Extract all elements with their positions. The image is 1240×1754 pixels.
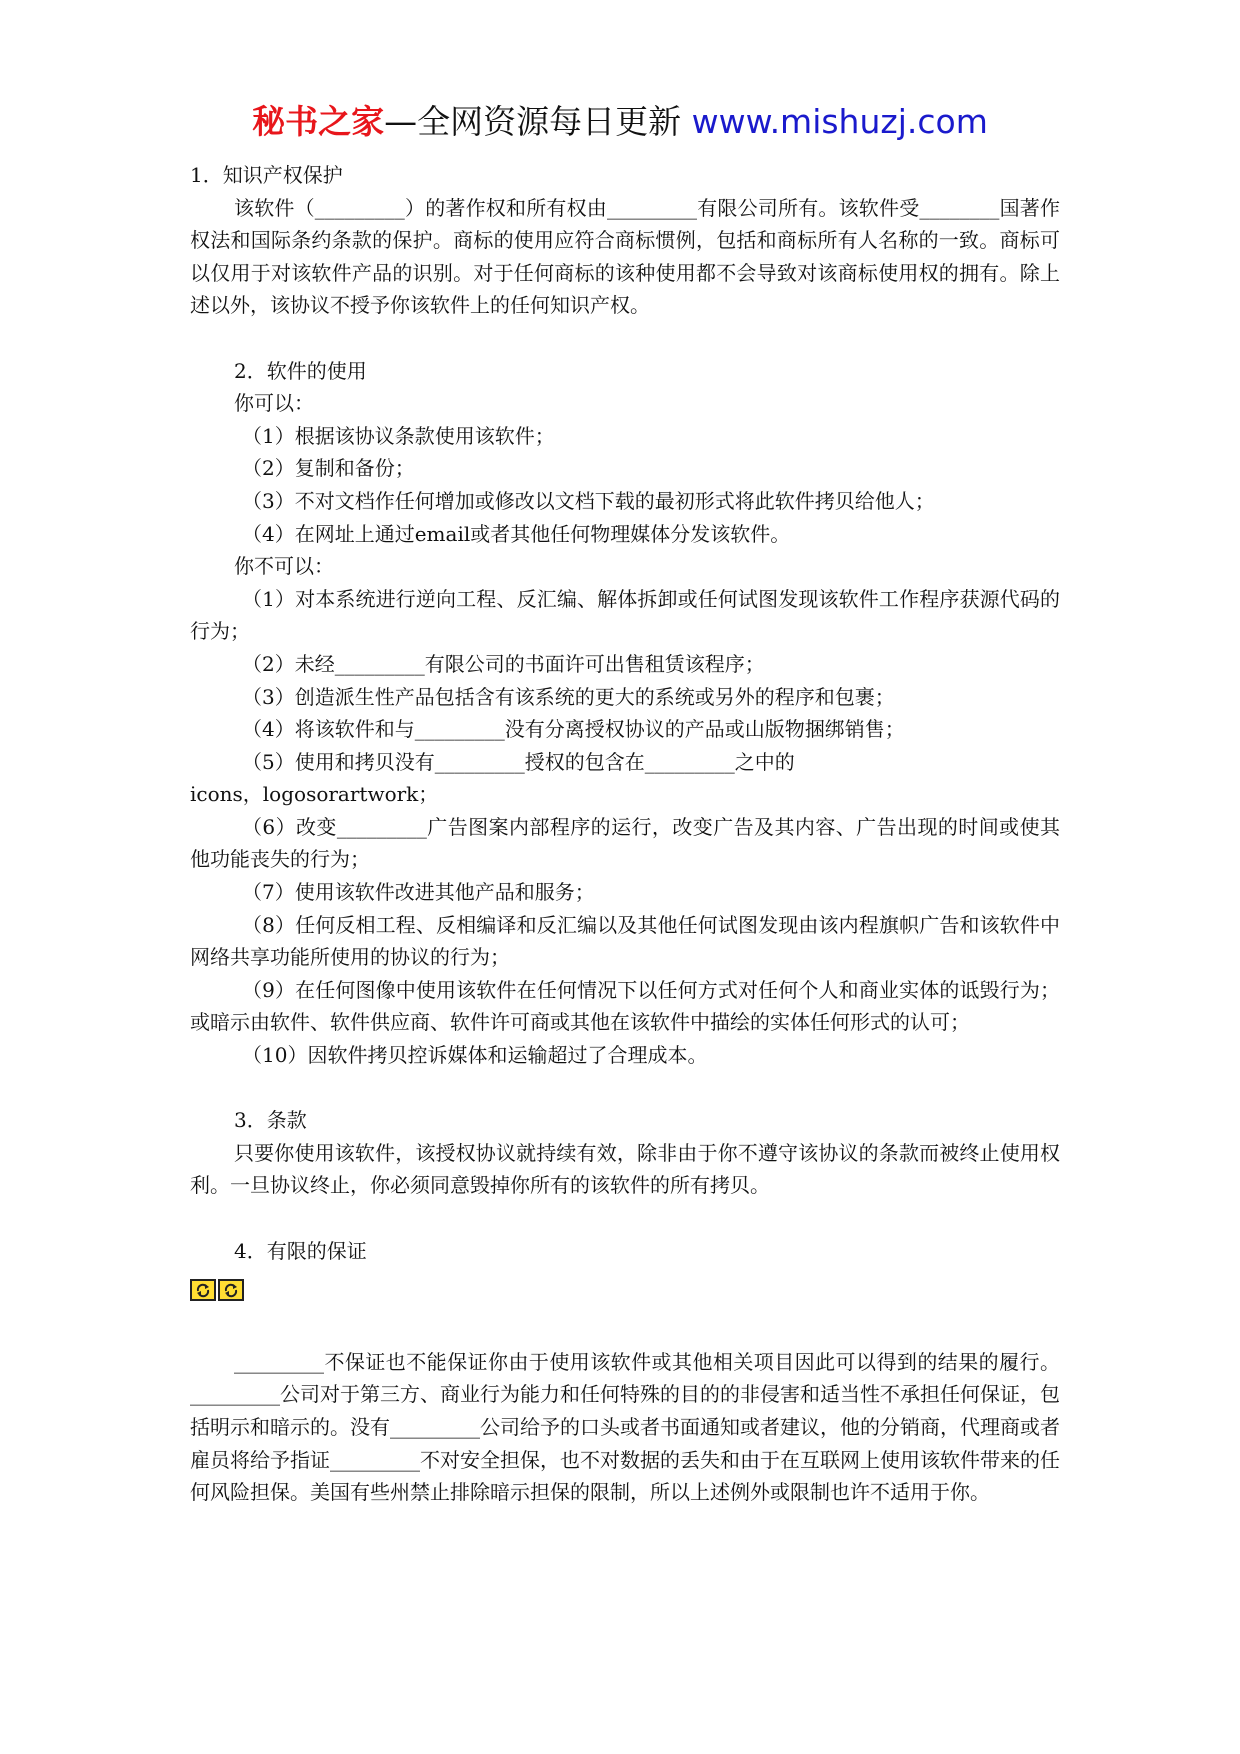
cannot-heading: 你不可以： [234, 554, 334, 579]
section-2-title: 2．软件的使用 [234, 358, 367, 383]
cannot-item-8: （8）任何反相工程、反相编译和反汇编以及其他任何试图发现由该内程旗帜广告和该软件中网络共享功能所使用的协议的行为； [190, 912, 1060, 970]
cannot-item-10: （10）因软件拷贝控诉媒体和运输超过了合理成本。 [242, 1043, 708, 1068]
cannot-item-3: （3）创造派生性产品包括含有该系统的更大的系统或另外的程序和包裹； [242, 684, 895, 709]
section-3-body: 只要你使用该软件，该授权协议就持续有效，除非由于你不遵守该协议的条款而被终止使用权利。一旦协议终止，你必须同意毁掉你所有的该软件的所有拷贝。 [190, 1140, 1060, 1198]
can-heading: 你可以： [234, 391, 314, 416]
spacer [190, 1313, 1060, 1346]
can-item-4: （4）在网址上通过email或者其他任何物理媒体分发该软件。 [242, 521, 791, 546]
cannot-item-2: （2）未经_________有限公司的书面许可出售租赁该程序； [242, 651, 765, 676]
site-slogan: —全网资源每日更新 [384, 102, 692, 141]
cannot-item-1: （1）对本系统进行逆向工程、反汇编、解体拆卸或任何试图发现该软件工作程序获源代码的行为； [190, 586, 1060, 644]
cannot-item-7: （7）使用该软件改进其他产品和服务； [242, 880, 595, 905]
section-4-body: _________不保证也不能保证你由于使用该软件或其他相关项目因此可以得到的结果的履行。_________公司对于第三方、商业行为能力和任何特殊的目的的非侵害和适当性不承担任何保证，包括明示和暗示的。没有_________公司给予的口头或者书面通知或者建议，他的分销商，代理商或者雇员将给予指证_________不对安全担保，也不对数据的丢失和由于在互联网上使用该软件带来的任何风险担保。美国有些州禁止排除暗示担保的限制，所以上述例外或限制也许不适用于你。 [190, 1349, 1060, 1505]
site-url-link[interactable]: www.mishuzj.com [691, 102, 988, 141]
spacer [190, 1072, 1060, 1105]
cannot-item-6: （6）改变_________广告图案内部程序的运行，改变广告及其内容、广告出现的时间或使其他功能丧失的行为； [190, 814, 1060, 872]
can-item-3: （3）不对文档作任何增加或修改以文档下载的最初形式将此软件拷贝给他人； [242, 488, 935, 513]
site-brand: 秘书之家 [252, 102, 385, 141]
can-item-1: （1）根据该协议条款使用该软件； [242, 423, 555, 448]
spacer [190, 1202, 1060, 1235]
embedded-icons [190, 1275, 1060, 1305]
section-1-body: 该软件（_________）的著作权和所有权由_________有限公司所有。该软件受________国著作权法和国际条约条款的保护。商标的使用应符合商标惯例，包括和商标所有人名称的一致。商标可以仅用于对该软件产品的识别。对于任何商标的该种使用都不会导致对该商标使用权的拥有。除上述以外，该协议不授予你该软件上的任何知识产权。 [190, 195, 1060, 318]
site-header [0, 100, 1240, 144]
document-body [190, 159, 1060, 1509]
cannot-item-5-continued: icons，logosorartwork； [190, 782, 439, 807]
refresh-icon[interactable] [190, 1279, 216, 1301]
refresh-icon[interactable] [218, 1279, 244, 1301]
section-4-title: 4．有限的保证 [234, 1238, 367, 1263]
spacer [190, 322, 1060, 355]
cannot-item-4: （4）将该软件和与_________没有分离授权协议的产品或山版物捆绑销售； [242, 717, 905, 742]
can-item-2: （2）复制和备份； [242, 456, 415, 481]
cannot-item-9: （9）在任何图像中使用该软件在任何情况下以任何方式对任何个人和商业实体的诋毁行为；或暗示由软件、软件供应商、软件许可商或其他在该软件中描绘的实体任何形式的认可； [190, 977, 1060, 1035]
section-3-title: 3．条款 [234, 1108, 307, 1133]
cannot-item-5: （5）使用和拷贝没有_________授权的包含在_________之中的 [242, 749, 795, 774]
section-1-title: 1．知识产权保护 [190, 163, 343, 187]
